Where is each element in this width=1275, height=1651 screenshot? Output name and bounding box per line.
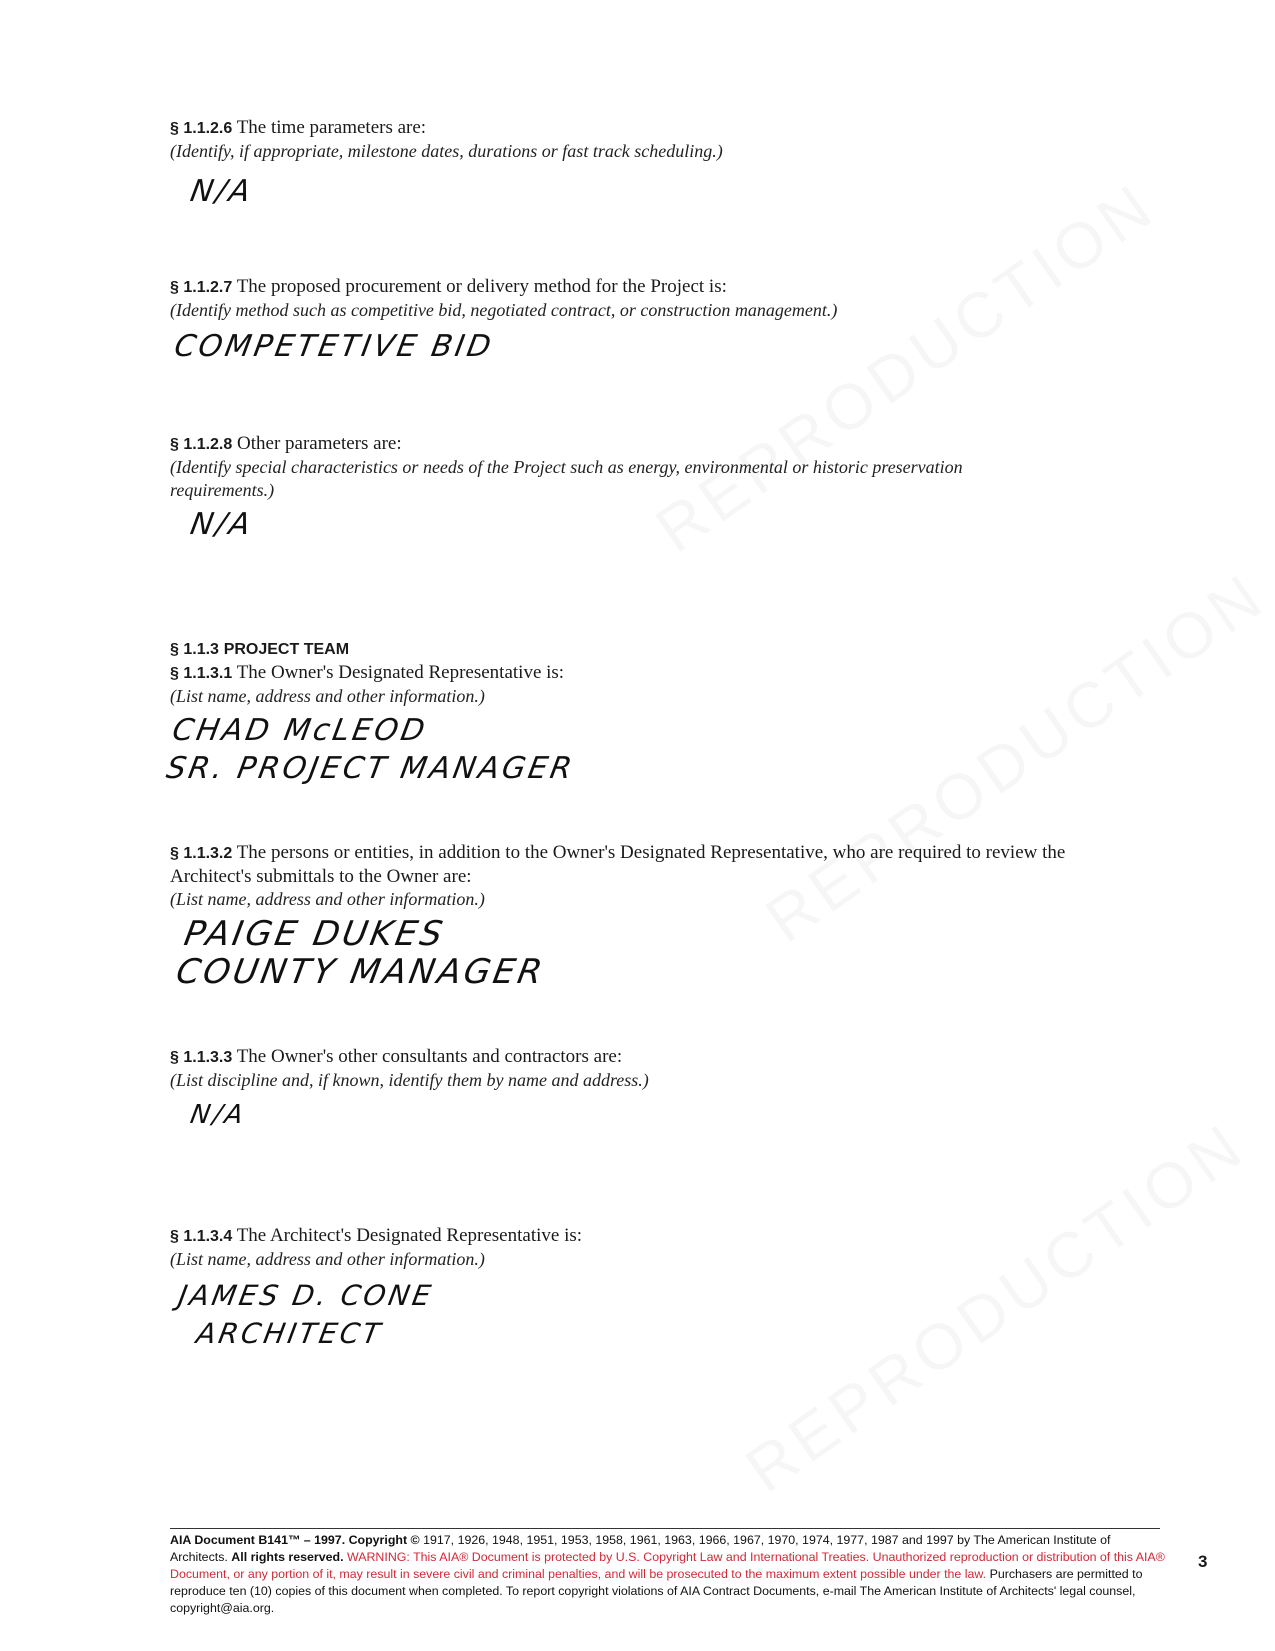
handwritten-entry: PAIGE DUKES: [181, 914, 449, 954]
section-instruction: (List discipline and, if known, identify them by name and address.): [170, 1070, 649, 1090]
handwritten-entry: N/A: [187, 174, 256, 209]
section-1-1-3-4: [170, 1224, 1150, 1353]
footer-warning: WARNING: This AIA® Document is protected by U.S. Copyright Law and International Treaties. Unauthorized reproduction or distribution of this AIA® Document, or any portion of it, may result in severe civil and criminal penalties, and will be prosecuted to the maximum extent possible under the law.: [170, 1550, 1165, 1581]
handwritten-entry: N/A: [188, 1100, 249, 1130]
footer-doc-title: AIA Document B141™ – 1997. Copyright ©: [170, 1533, 420, 1547]
section-group-heading: [170, 637, 1150, 661]
footer-rights: All rights reserved.: [231, 1550, 344, 1564]
handwritten-entry: COMPETETIVE BID: [171, 329, 497, 364]
section-heading: [170, 1224, 1150, 1248]
section-instruction: (Identify, if appropriate, milestone dates, durations or fast track scheduling.): [170, 141, 723, 161]
section-1-1-3-3: [170, 1045, 1150, 1134]
section-number: § 1.1.3.1: [170, 665, 233, 682]
copyright-footer: [170, 1532, 1170, 1617]
section-instruction: (List name, address and other information.): [170, 889, 485, 909]
section-text: The Owner's other consultants and contractors are:: [236, 1046, 623, 1067]
section-number: § 1.1.3.2: [170, 845, 233, 862]
handwritten-entry: COUNTY MANAGER: [173, 952, 549, 992]
section-instruction: (List name, address and other information.): [170, 1249, 485, 1269]
section-1-1-3: [163, 637, 1150, 788]
section-1-1-2-6: [170, 116, 1150, 211]
section-heading: [170, 116, 1150, 140]
section-text: The Owner's Designated Representative is:: [236, 662, 565, 683]
section-heading: [170, 432, 1070, 456]
page-number: 3: [1198, 1552, 1208, 1571]
section-instruction: (Identify method such as competitive bid, negotiated contract, or construction management.): [170, 300, 838, 320]
section-title: PROJECT TEAM: [223, 641, 350, 658]
section-text: The persons or entities, in addition to the Owner's Designated Representative, who are required to review the Architect's submittals to the Owner are:: [170, 842, 1066, 887]
footer-purchasers: Purchasers are permitted to reproduce ten (10) copies of this document when completed. To report copyright violations of AIA Contract Documents, e-mail The American Institute of Architects' legal counsel, copyright@aia.org.: [170, 1567, 1143, 1615]
section-text: Other parameters are:: [237, 433, 402, 454]
section-text: The time parameters are:: [236, 117, 427, 138]
section-heading: [170, 841, 1120, 888]
handwritten-entry: CHAD McLEOD: [169, 713, 431, 748]
section-number: § 1.1.3.4: [170, 1228, 233, 1245]
section-heading: [170, 275, 1150, 299]
footer-divider: [170, 1528, 1160, 1529]
section-number: § 1.1.2.6: [170, 120, 233, 137]
section-heading: [170, 661, 1150, 685]
handwritten-entry: N/A: [187, 507, 256, 542]
section-number: § 1.1.3.3: [170, 1049, 233, 1066]
section-text: The Architect's Designated Representative is:: [236, 1225, 583, 1246]
section-heading: [170, 1045, 1150, 1069]
handwritten-entry: JAMES D. CONE: [175, 1279, 437, 1312]
section-instruction: (Identify special characteristics or needs of the Project such as energy, environmental or historic preservation requirements.): [170, 457, 963, 500]
section-number: § 1.1.2.7: [170, 279, 233, 296]
section-text: The proposed procurement or delivery method for the Project is:: [236, 276, 727, 297]
handwritten-entry: ARCHITECT: [193, 1317, 386, 1350]
footer-years: 1917, 1926, 1948, 1951, 1953, 1958, 1961, 1963, 1966, 1967, 1970, 1974, 1977, 1987 and 1997 by The American Institute of Architects.: [170, 1533, 1111, 1564]
handwritten-entry: SR. PROJECT MANAGER: [163, 751, 578, 786]
section-number: § 1.1.2.8: [170, 436, 233, 453]
section-number: § 1.1.3: [170, 641, 219, 658]
section-instruction: (List name, address and other information.): [170, 686, 485, 706]
section-1-1-2-7: [170, 275, 1150, 366]
section-1-1-3-2: [170, 841, 1120, 991]
section-1-1-2-8: [170, 432, 1070, 544]
